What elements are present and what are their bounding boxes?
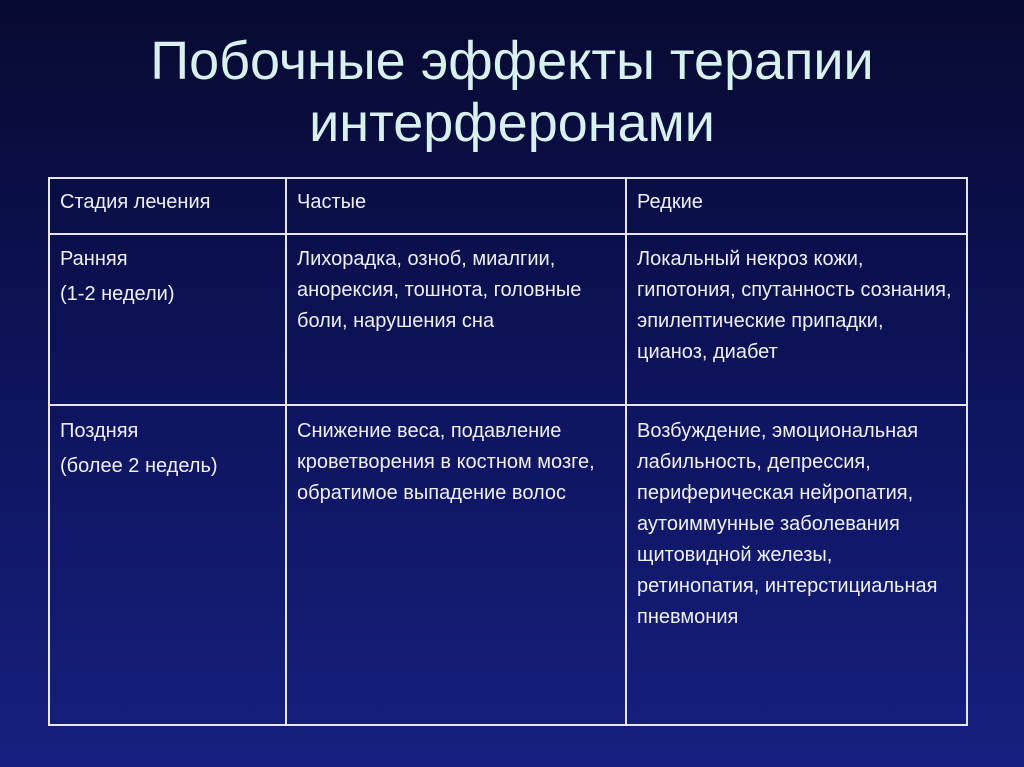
stage-name: Ранняя: [60, 248, 128, 270]
stage-period: (1-2 недели): [60, 283, 175, 305]
rare-effects-cell: Возбуждение, эмоциональная лабильность, депрессия, периферическая нейропатия, аутоиммунные заболевания щитовидной железы, ретинопатия, интерстициальная пневмония: [626, 405, 967, 725]
table-header-row: [49, 178, 967, 234]
header-cell-frequent: Частые: [286, 178, 626, 234]
stage-cell: [49, 234, 286, 405]
slide-title: [0, 30, 1024, 154]
stage-period: (более 2 недель): [60, 455, 218, 477]
rare-effects-cell: Локальный некроз кожи, гипотония, спутанность сознания, эпилептические припадки, цианоз, диабет: [626, 234, 967, 405]
frequent-effects-cell: Снижение веса, подавление кроветворения в костном мозге, обратимое выпадение волос: [286, 405, 626, 725]
table-row-late: [49, 405, 967, 725]
slide-title-line-2: интерферонами: [309, 93, 715, 153]
header-cell-stage: Стадия лечения: [49, 178, 286, 234]
slide-title-line-1: Побочные эффекты терапии: [150, 31, 874, 91]
table-row-early: [49, 234, 967, 405]
frequent-effects-cell: Лихорадка, озноб, миалгии, анорексия, тошнота, головные боли, нарушения сна: [286, 234, 626, 405]
side-effects-table: [48, 177, 968, 726]
stage-name: Поздняя: [60, 420, 139, 442]
stage-cell: [49, 405, 286, 725]
header-cell-rare: Редкие: [626, 178, 967, 234]
